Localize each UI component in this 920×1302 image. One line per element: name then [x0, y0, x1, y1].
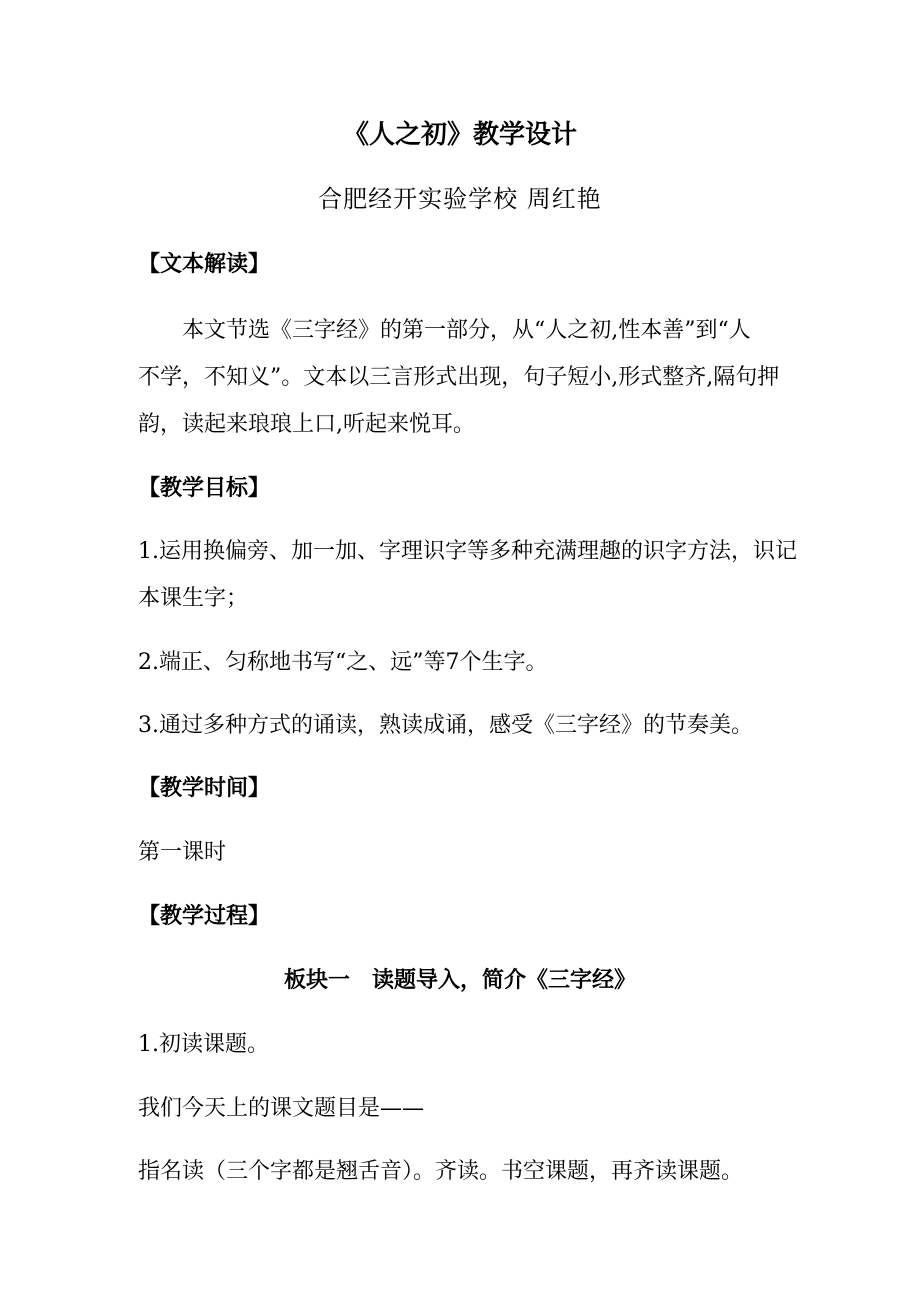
paragraph-line: 本文节选《三字经》的第一部分，从“人之初,性本善”到“人 [182, 318, 751, 343]
paragraph-line: 不学，不知义”。文本以三言形式出现，句子短小,形式整齐,隔句押 [138, 365, 780, 390]
process-line: 我们今天上的课文题目是—— [138, 1096, 425, 1121]
goal-item: 本课生字； [138, 586, 249, 611]
goal-item: 1.运用换偏旁、加一加、字理识字等多种充满理趣的识字方法，识记 [138, 539, 797, 564]
process-line: 1.初读课题。 [138, 1032, 269, 1057]
time-value: 第一课时 [138, 840, 227, 865]
paragraph-line: 韵，读起来琅琅上口,听起来悦耳。 [138, 412, 475, 437]
section-heading-process: 【教学过程】 [138, 904, 271, 929]
document-author: 合肥经开实验学校 周红艳 [318, 185, 602, 213]
section-heading-text-reading: 【文本解读】 [138, 252, 271, 277]
process-line: 指名读（三个字都是翘舌音）。齐读。书空课题，再齐读课题。 [138, 1159, 744, 1184]
section-heading-goals: 【教学目标】 [138, 476, 271, 501]
section-heading-time: 【教学时间】 [138, 776, 271, 801]
goal-item: 2.端正、匀称地书写“之、远”等7个生字。 [138, 650, 548, 675]
process-block-title: 板块一 读题导入，简介《三字经》 [283, 968, 636, 993]
goal-item: 3.通过多种方式的诵读，熟读成诵，感受《三字经》的节奏美。 [138, 713, 753, 738]
document-title: 《人之初》教学设计 [342, 120, 577, 150]
